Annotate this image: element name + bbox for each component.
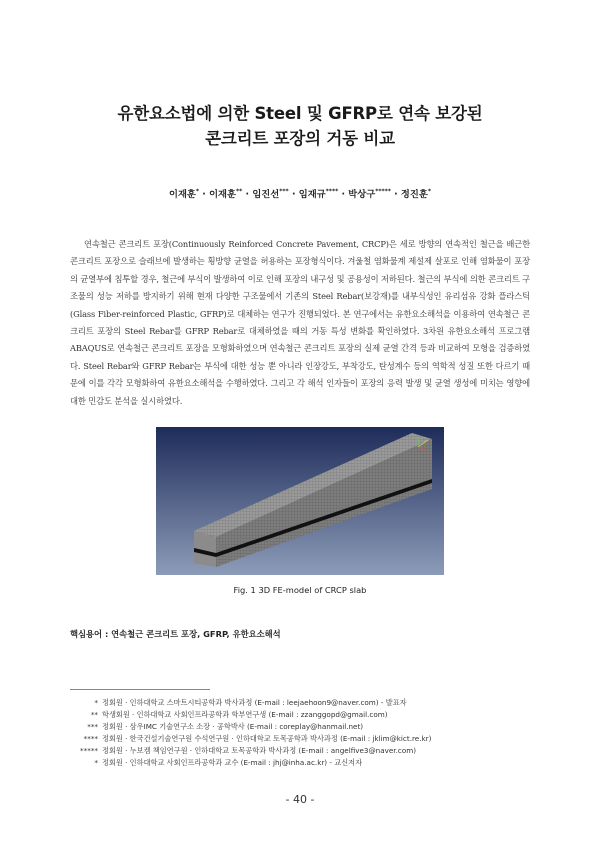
footnote-rule (70, 689, 210, 690)
footnotes (70, 697, 530, 769)
author-separator: · (242, 189, 253, 200)
footnote: * 정회원 · 인하대학교 사회인프라공학과 교수 (E-mail : jhj@inha.ac.kr) - 교신저자 (94, 758, 363, 767)
footnote: *** 정회원 · 삼우IMC 기술연구소 소장 · 공학박사 (E-mail : coreplay@hanmail.net) (87, 722, 364, 731)
footnote: ** 학생회원 · 인하대학교 사회인프라공학과 학부연구생 (E-mail : zzanggopd@gmail.com) (90, 710, 388, 719)
author: 이재훈** (209, 187, 243, 200)
author: 박상구***** (348, 187, 391, 200)
figure-caption: Fig. 1 3D FE-model of CRCP slab (233, 585, 367, 595)
author-separator: · (288, 189, 299, 200)
author-separator: · (338, 189, 349, 200)
fe-model-figure (156, 427, 444, 575)
author: 정진훈* (400, 187, 432, 200)
author-separator: · (390, 189, 401, 200)
abstract: 연속철근 콘크리트 포장(Continuously Reinforced Concrete Pavement, CRCP)은 세로 방향의 연속적인 철근을 배근한 콘크리트 포장으로 슬래브에 발생하는 횡방향 균열을 허용하는 포장형식이다. 겨울철 염화물계 제설제 살포로 인해 염화물이 포장의 균열부에 침투할 경우, 철근에 부식이 발생하여 이로 인해 포장의 내구성 및 공용성이 저하된다. 철근의 부식에 의한 콘크리트 구조물의 성능 저하를 방지하기 위해 현재 다양한 구조물에서 기존의 Steel Rebar(보강재)를 내부식성인 유리섬유 강화 플라스틱(Glass Fiber-reinforced Plastic, GFRP)로 대체하는 연구가 진행되었다. 본 연구에서는 유한요소해석을 이용하여 연속철근 콘크리트 포장의 Steel Rebar를 GFRP Rebar로 대체하였을 때의 거동 특성 변화를 확인하였다. 3차원 유한요소해석 프로그램 ABAQUS로 연속철근 콘크리트 포장을 모형화하였으며 연속철근 콘크리트 포장의 실제 균열 간격 등과 비교하여 모형을 검증하였다. Steel Rebar와 GFRP Rebar는 부식에 대한 성능 뿐 아니라 인장강도, 부착강도, 탄성계수 등의 역학적 성질 또한 다르기 때문에 이를 각각 모형화하여 유한요소해석을 수행하였다. 그리고 각 해석 인자들이 포장의 응력 발생 및 균열 생성에 미치는 영향에 대한 민감도 분석을 실시하였다. (70, 239, 530, 406)
author: 이재훈* (168, 187, 200, 200)
footnote: **** 정회원 · 한국건설기술연구원 수석연구원 · 인하대학교 토목공학과 박사과정 (E-mail : jklim@kict.re.kr) (83, 734, 432, 743)
footnote: ***** 정회원 · 누보켐 책임연구원 · 인하대학교 토목공학과 박사과정 (E-mail : angelfive3@naver.com) (80, 746, 417, 755)
footnote: * 정회원 · 인하대학교 스마트시티공학과 박사과정 (E-mail : leejaehoon9@naver.com) - 발표자 (94, 698, 407, 707)
author-separator: · (199, 189, 210, 200)
paper-title-line-1: 유한요소법에 의한 Steel 및 GFRP로 연속 보강된 (117, 104, 483, 123)
page-number: - 40 - (285, 793, 315, 806)
author: 임진선*** (252, 187, 289, 200)
author: 임재규**** (298, 187, 339, 200)
author-list (0, 186, 600, 200)
paper-title-line-2: 콘크리트 포장의 거동 비교 (205, 129, 395, 148)
keywords: 핵심용어 : 연속철근 콘크리트 포장, GFRP, 유한요소해석 (70, 629, 281, 639)
